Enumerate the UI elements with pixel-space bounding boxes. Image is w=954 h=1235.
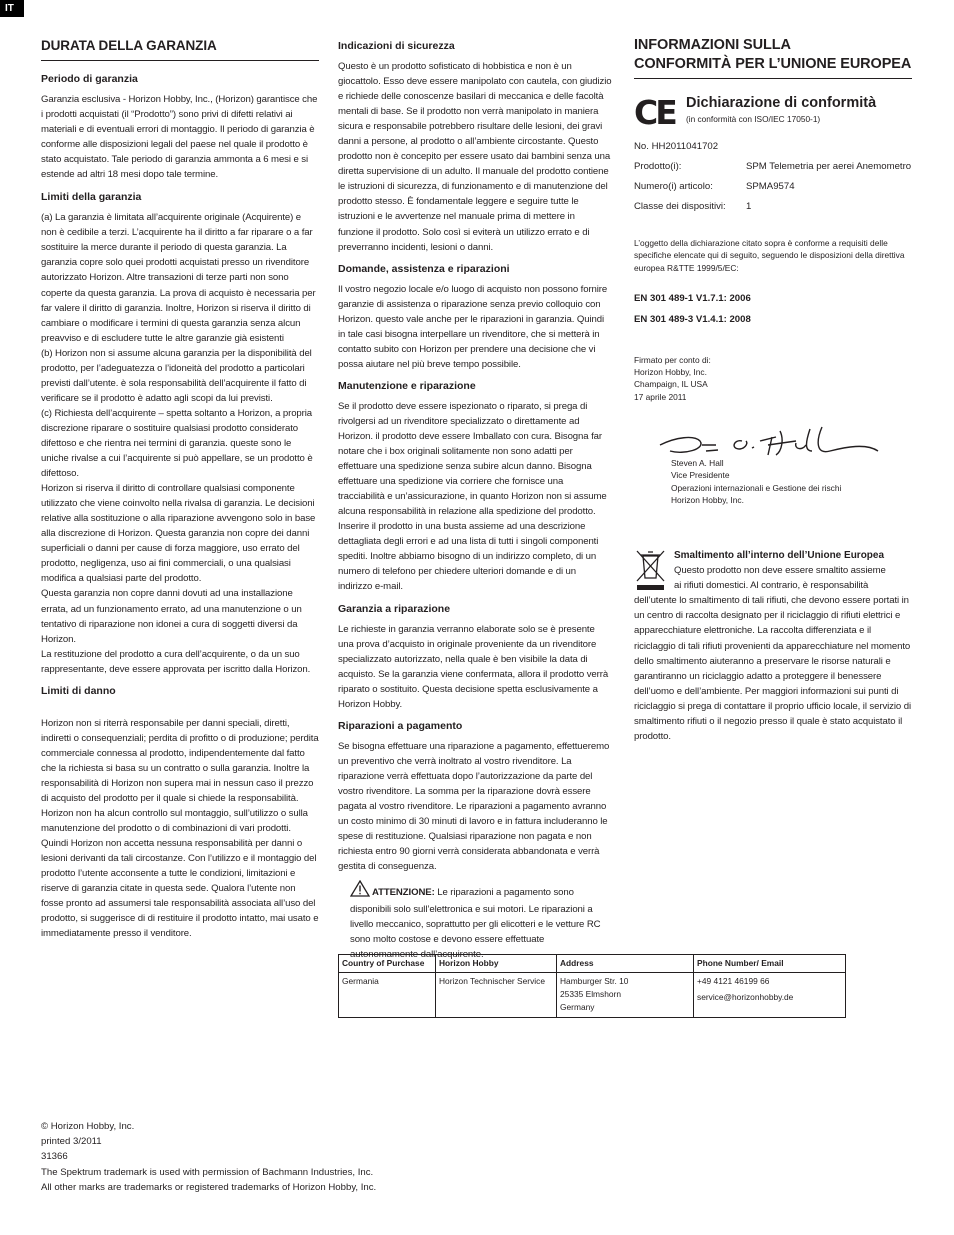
table-cell	[694, 973, 846, 1018]
attention-note	[338, 880, 612, 962]
table-cell: Horizon Technischer Service	[436, 973, 557, 1018]
service-column	[338, 40, 612, 968]
warranty-repair-text: Le richieste in garanzia verranno elaborate solo se è presente una prova d’acquisto in originale proveniente da un rivenditore specializzato autorizzato, nella quale è ben visibile la data di acquisto. Se la garanzia viene confermata, allora il prodotto verrà riparato o sostituito. Questa decisione spetta esclusivamente a Horizon Hobby.	[338, 623, 609, 710]
warranty-period-text: Garanzia esclusiva - Horizon Hobby, Inc., (Horizon) garantisce che i prodotti acquistati (il “Prodotto”) sono privi di difetti relativi ai materiali e di eventuali errori di montaggio. Il periodo di garanzia è conforme alle disposizioni legali del paese nel quale il prodotto è stato acquistato. Tale periodo di garanzia ammonta a 6 mesi e si estende ad altri 18 mesi dopo tale termine.	[41, 94, 318, 181]
warranty-limits-e: Questa garanzia non copre danni dovuti ad una installazione errata, ad un funzionamento errato, ad una manutenzione o un tentativo di riparazione non idonei a cura di soggetti diversi da Horizon.	[41, 588, 302, 645]
warranty-period-heading: Periodo di garanzia	[41, 73, 138, 85]
maintenance-text: Se il prodotto deve essere ispezionato o riparato, si prega di rivolgersi ad un rivenditore specializzato o direttamente ad Horizon. il prodotto deve essere Imballato con cura. Bisogna far notare che i box originali solitamente non sono adatti per effettuare una spedizione senza subire alcun danno. Bisogna effettuare una spedizione via corriere che fornisce una tracciabilità e un’assicurazione, in quanto Horizon non si assume alcuna responsabilità in relazione alla spedizione del prodotto. Inserire il prodotto in una busta assieme ad una descrizione dettagliata degli errori e ad una lista di tutti i singoli componenti spediti. Inoltre abbiamo bisogno di un indirizzo completo, di un numero di telefono per chiedere ulteriori domande e di un indirizzo e-mail.	[338, 400, 607, 593]
signed-for: Firmato per conto di: Horizon Hobby, Inc. Champaign, IL USA 17 aprile 2011	[634, 354, 711, 402]
table-header: Horizon Hobby	[436, 955, 557, 973]
eu-conformity-column	[634, 36, 912, 750]
questions-heading: Domande, assistenza e riparazioni	[338, 262, 510, 275]
eu-title-line1: INFORMAZIONI SULLA	[634, 37, 791, 53]
weee-text: dell’utente lo smaltimento di tali rifiuti, che devono essere portati in un centro di raccolta designato per il riciclaggio di rifiuti elettrici e apparecchiature elettroniche. La raccolta differenziata e il riciclaggio di tali rifiuti provenienti da apparecchiature nel momento dello smaltimento aiuteranno a preservare le risorse naturali e garantiranno un riciclaggio adatto a proteggere il benessere dell’uomo e dell’ambiente. Per maggiori informazioni sui punti di riciclaggio si prega di contattare il proprio ufficio locale, il servizio di smaltimento rifiuti o il negozio presso il quale è stato acquistato il prodotto.	[634, 595, 911, 742]
phone-number: +49 4121 46199 66	[697, 976, 770, 986]
ce-title: Dichiarazione di conformità	[686, 95, 877, 111]
declaration-row: Numero(i) articolo: SPMA9574	[634, 181, 795, 192]
trademark-note: All other marks are trademarks or registered trademarks of Horizon Hobby, Inc.	[41, 1181, 377, 1193]
language-tab: IT	[0, 0, 24, 17]
maintenance-heading: Manutenzione e riparazione	[338, 379, 476, 392]
damage-limits-heading: Limiti di danno	[41, 684, 116, 697]
warranty-column	[41, 36, 319, 947]
eu-title-line2: CONFORMITÀ PER L’UNIONE EUROPEA	[634, 55, 912, 79]
declaration-row: Prodotto(i): SPM Telemetria per aerei Anemometro	[634, 161, 912, 172]
table-cell: Germania	[339, 973, 436, 1018]
ce-declaration-header	[634, 93, 912, 133]
crossed-bin-icon	[634, 548, 667, 592]
weee-title: Smaltimento all’interno dell’Unione Europea	[674, 550, 885, 562]
table-header: Country of Purchase	[339, 955, 436, 973]
attention-text: Le riparazioni a pagamento sono disponibili solo sull’elettronica e sui motori. Le riparazioni a livello meccanico, soprattutto per gli elicotteri e le vetture RC sono molto costose e devono essere effettuate autonomamente dall’acquirente.	[350, 887, 601, 961]
standard-1: EN 301 489-1 V1.7.1: 2006	[634, 292, 751, 304]
declaration-object-text: L’oggetto della dichiarazione citato sopra è conforme a requisiti delle specifiche elencate qui di seguito, seguendo le disposizioni della direttiva europea R&TTE 1999/5/EC:	[634, 238, 905, 273]
copyright: © Horizon Hobby, Inc.	[41, 1121, 135, 1132]
trademark-note: The Spektrum trademark is used with permission of Bachmann Industries, Inc.	[41, 1166, 374, 1178]
questions-text: Il vostro negozio locale e/o luogo di acquisto non possono fornire garanzie di assistenza o riparazione senza previo colloquio con Horizon. questo vale anche per le riparazioni in garanzia. Quindi in tale casi bisogna interpellare un rivenditore, che si metterà in contatto subito con Horizon per prendere una decisione che vi possa aiutare nel più breve tempo possibile.	[338, 283, 608, 370]
warranty-limits-c: (c) Richiesta dell’acquirente – spetta soltanto a Horizon, a propria discrezione riparare o sostituire qualsiasi prodotto considerato difettoso e che rientra nei termini di garanzia. queste sono le uniche rivalse a cui l’acquirente si può appellare, se un prodotto è difettoso.	[41, 407, 313, 480]
safety-heading: Indicazioni di sicurezza	[338, 40, 455, 52]
warning-triangle-icon	[350, 880, 370, 902]
table-header-row	[339, 955, 846, 973]
signature-image	[656, 421, 912, 465]
warranty-limits-b: (b) Horizon non si assume alcuna garanzia per la disponibilità del prodotto, per l’adeguatezza o l’idoneità del prodotto a particolari previsti dall’utente. è sola responsabilità dell’acquirente il fatto di verificare se il prodotto è adatto agli scopi da lui previsti.	[41, 347, 312, 404]
print-date: printed 3/2011	[41, 1136, 102, 1148]
warranty-title: DURATA DELLA GARANZIA	[41, 36, 319, 61]
document-number: 31366	[41, 1151, 68, 1163]
table-row	[339, 973, 846, 1018]
signer-block: Steven A. Hall Vice Presidente Operazioni internazionali e Gestione dei rischi Horizon Hobby, Inc.	[671, 457, 912, 506]
weee-section: Smaltimento all’interno dell’Unione Europea Questo prodotto non deve essere smaltito assieme ai rifiuti domestici. Al contrario, è responsabilità dell’utente lo smaltimento di tali rifiuti, che devono essere portati in un centro di raccolta designato per il riciclaggio di rifiuti elettrici e apparecchiature elettroniche. La raccolta differenziata e il riciclaggio di tali rifiuti provenienti da apparecchiature nel momento dello smaltimento aiuteranno a preservare le risorse naturali e garantiranno un riciclaggio adatto a proteggere il benessere dell’uomo e dell’ambiente. Per maggiori informazioni sui punti di riciclaggio si prega di contattare il proprio ufficio locale, il servizio di smaltimento rifiuti o il negozio presso il quale è stato acquistato il prodotto.	[634, 548, 912, 744]
ce-subtitle: (in conformità con ISO/IEC 17050-1)	[686, 114, 821, 124]
safety-text: Questo è un prodotto sofisticato di hobbistica e non è un giocattolo. Esso deve essere manipolato con cautela, con giudizio e richiede delle conoscenze basilari di meccanica e delle facoltà mentali di base. Se il prodotto non verrà manipolato in maniera sicura e responsabile potrebbero risultare delle lesioni, dei gravi danni a persone, al prodotto o all’ambiente circostante. Questo prodotto non è concepito per essere usato dai bambini senza una diretta supervisione di un adulto. Il manuale del prodotto contiene le istruzioni di sicurezza, di funzionamento e di manutenzione del prodotto stesso. È fondamentale leggere e seguire tutte le istruzioni e le avvertenze nel manuale prima di mettere in funzione il prodotto. Solo così si eviterà un utilizzo errato e di preverranno incidenti, lesioni o danni.	[338, 61, 612, 253]
warranty-limits-heading: Limiti della garanzia	[41, 191, 142, 204]
warranty-limits-f: La restituzione del prodotto a cura dell’acquirente, o da un suo rappresentante, deve essere approvata per iscritto dalla Horizon.	[41, 648, 311, 675]
standard-2: EN 301 489-3 V1.4.1: 2008	[634, 313, 751, 325]
warranty-limits-d: Horizon si riserva il diritto di controllare qualsiasi componente utilizzato che viene coinvolto nella rivalsa di garanzia. Le decisioni relative alla sostituzione o alla riparazione avvengono solo in base alla discrezione di Horizon. Questa garanzia non copre dei danni superficiali o danni per cause di forza maggiore, uso errato del prodotto, negligenza, uso ai fini commerciali, o una qualsiasi modifica a qualsiasi parte del prodotto.	[41, 483, 316, 585]
ce-mark-icon: CE	[634, 93, 675, 132]
declaration-number: No. HH2011041702	[634, 141, 719, 152]
service-contact-table	[338, 954, 846, 1018]
warranty-repair-heading: Garanzia a riparazione	[338, 602, 451, 615]
paid-repair-heading: Riparazioni a pagamento	[338, 719, 463, 732]
warranty-limits-a: (a) La garanzia è limitata all’acquirente originale (Acquirente) e non è cedibile a terzi. L’acquirente ha il diritto a far riparare o a far sostituire la merce durante il periodo di questa garanzia. La garanzia copre solo quei prodotti acquistati presso un rivenditore autorizzato Horizon. Altre transazioni di terze parti non sono coperte da questa garanzia. La prova di acquisto è necessaria per far valere il diritto di garanzia. Inoltre, Horizon si riserva il diritto di cambiare o modificare i termini di questa garanzia senza alcun preavviso e di escludere tutte le altre garanzie già esistenti	[41, 212, 316, 344]
table-header: Address	[557, 955, 694, 973]
email-link[interactable]: service@horizonhobby.de	[697, 992, 794, 1002]
damage-limits-text: Horizon non si riterrà responsabile per danni speciali, diretti, indiretti o consequenziali; perdita di profitto o di produzione; perdita commerciale connessa al prodotto, indipendentemente dal fatto che la richiesta si basa su un contratto o sulla garanzia. Inoltre la responsabilità di Horizon non supera mai in nessun caso il prezzo di acquisto del prodotto per il quale si chiede la responsabilità. Horizon non ha alcun controllo sul montaggio, sull’utilizzo o sulla manutenzione del prodotto o di combinazioni di vari prodotti. Quindi Horizon non accetta nessuna responsabilità per danni o lesioni derivanti da tali circostanze. Con l’utilizzo e il montaggio del prodotto l’utente acconsente a tutte le condizioni, limitazioni e riserve di garanzia citate in questa sede. Qualora l’utente non fosse pronto ad assumersi tale responsabilità associata all’uso del prodotto, si suggerisce di di restituire il prodotto intatto, mai usato e immediatamente presso il venditore.	[41, 717, 319, 940]
footer	[41, 1119, 376, 1195]
declaration-row: Classe dei dispositivi: 1	[634, 201, 752, 212]
table-cell: Hamburger Str. 10 25335 Elmshorn Germany	[557, 973, 694, 1018]
table-header: Phone Number/ Email	[694, 955, 846, 973]
attention-label: ATTENZIONE:	[372, 887, 435, 899]
paid-repair-text: Se bisogna effettuare una riparazione a pagamento, effettueremo un preventivo che verrà inoltrato al vostro rivenditore. La riparazione verrà effettuata dopo l’autorizzazione da parte del vostro rivenditore. La somma per la riparazione dovrà essere pagata al vostro rivenditore. Le riparazioni a pagamento avranno un costo minimo di 30 minuti di lavoro e in fattura includeranno le spese di restituzione. Qualsiasi riparazione non pagata e non richiesta entro 90 giorni verrà considerata abbandonata e verrà gestita di conseguenza.	[338, 740, 610, 873]
signer-name: Steven A. Hall	[671, 458, 724, 469]
